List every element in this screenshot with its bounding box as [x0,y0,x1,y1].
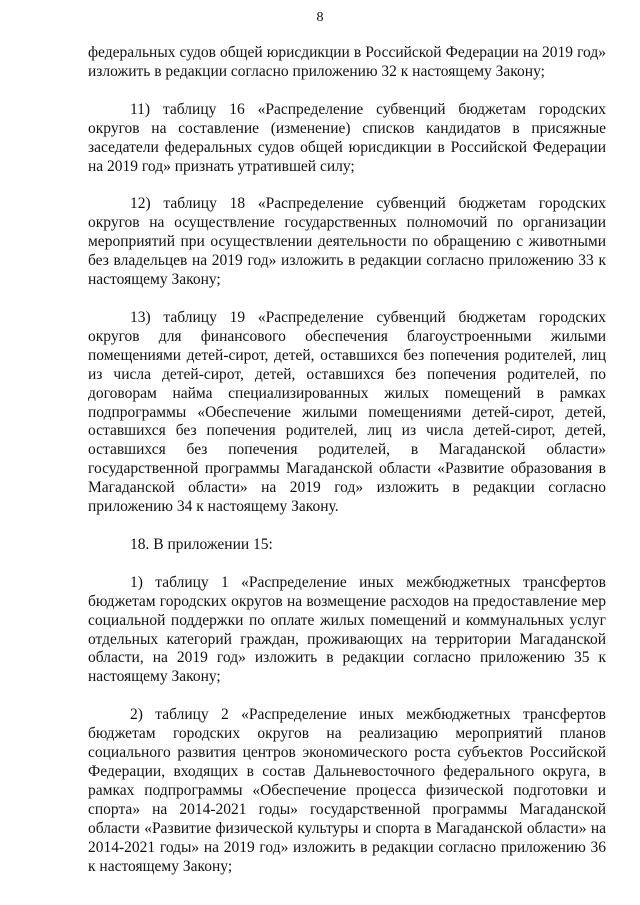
paragraph-item-2: 2) таблицу 2 «Распределение иных межбюджетных трансфертов бюджетам городских округов на реализацию мероприятий планов социального развития центров экономического роста субъектов Российской Федерации, входящих в состав Дальневосточного федерального округа, в рамках подпрограммы «Обеспечение процесса физической подготовки и спорта» на 2014-2021 годы» государственной программы Магаданской области «Развитие физической культуры и спорта в Магаданской области» на 2014-2021 годы» на 2019 год» изложить в редакции согласно приложению 36 к настоящему Закону; [88,706,606,875]
paragraph-item-11: 11) таблицу 16 «Распределение субвенций бюджетам городских округов на составление (изменение) списков кандидатов в присяжные заседатели федеральных судов общей юрисдикции в Российской Федерации на 2019 год» признать утратившей силу; [88,100,606,175]
paragraph-item-12: 12) таблицу 18 «Распределение субвенций бюджетам городских округов на осуществление государственных полномочий по организации мероприятий при осуществлении деятельности по обращению с животными без владельцев на 2019 год» изложить в редакции согласно приложению 33 к настоящему Закону; [88,195,606,289]
paragraph-item-13: 13) таблицу 19 «Распределение субвенций бюджетам городских округов для финансового обеспечения благоустроенными жилыми помещениями детей-сирот, детей, оставшихся без попечения родителей, лиц из числа детей-сирот, детей, оставшихся без попечения родителей, по договорам найма специализированных жилых помещений в рамках подпрограммы «Обеспечение жилыми помещениями детей-сирот, детей, оставшихся без попечения родителей, лиц из числа детей-сирот, детей, оставшихся без попечения родителей, в Магаданской области» государственной программы Магаданской области «Развитие образования в Магаданской области» на 2019 год» изложить в редакции согласно приложению 34 к настоящему Закону. [88,308,606,516]
paragraph-item-1: 1) таблицу 1 «Распределение иных межбюджетных трансфертов бюджетам городских округов на возмещение расходов на предоставление мер социальной поддержки по оплате жилых помещений и коммунальных услуг отдельных категорий граждан, проживающих на территории Магаданской области, на 2019 год» изложить в редакции согласно приложению 35 к настоящему Закону; [88,573,606,686]
document-body [88,44,606,876]
paragraph-section-18: 18. В приложении 15: [130,535,273,553]
paragraph-continuation: федеральных судов общей юрисдикции в Российской Федерации на 2019 год» изложить в редакции согласно приложению 32 к настоящему Закону; [88,44,606,80]
page-number: 8 [316,10,324,25]
